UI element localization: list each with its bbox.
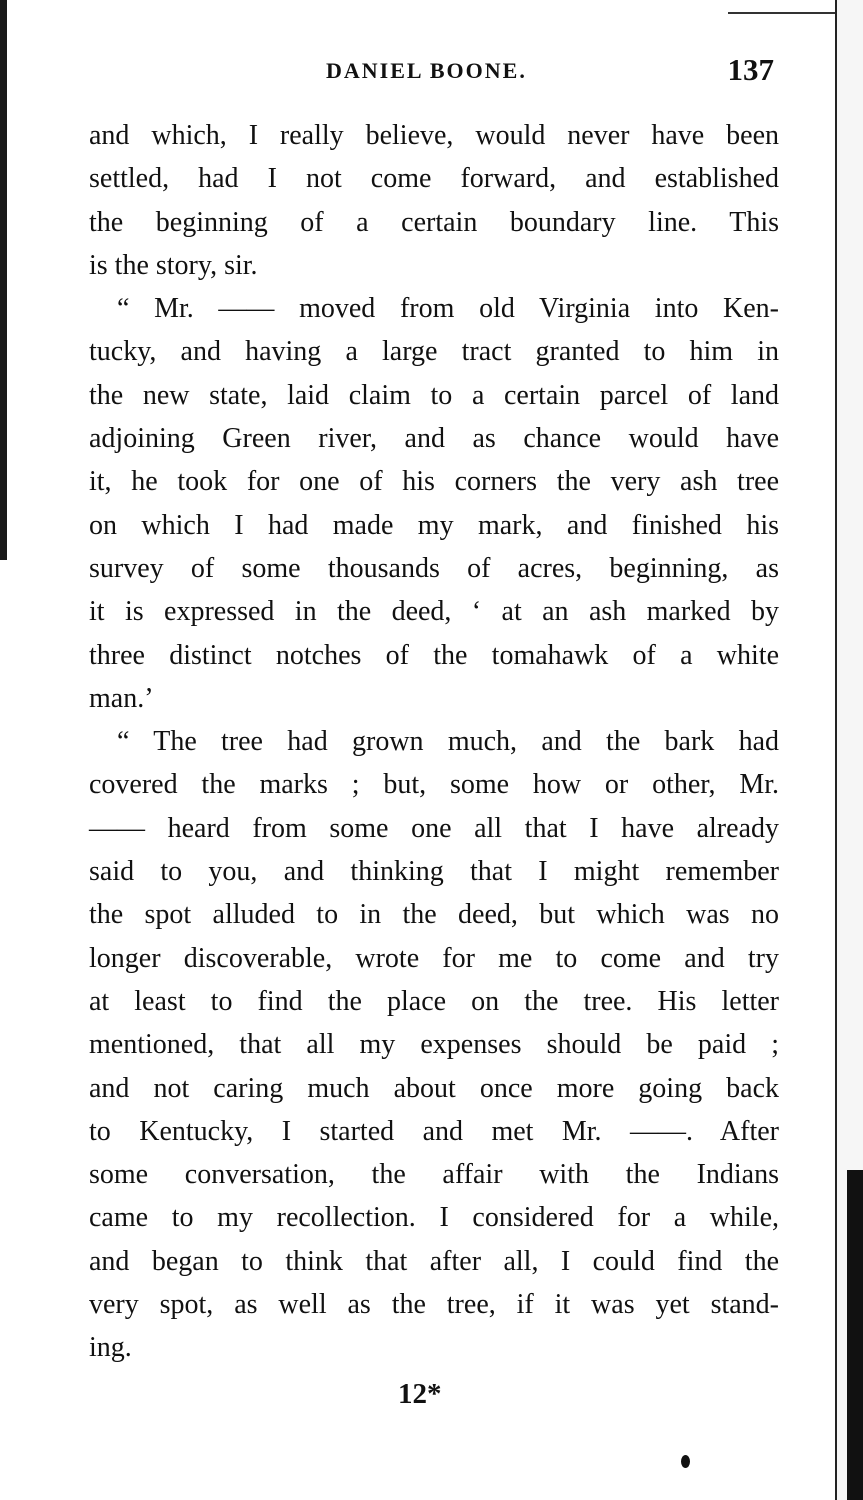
text-line: the beginning of a certain boundary line. This (89, 206, 779, 238)
text-line: it is expressed in the deed, ‘ at an ash marked by (89, 596, 779, 628)
text-line: on which I had made my mark, and finished his (89, 509, 779, 541)
text-line: came to my recollection. I considered for a while, (89, 1202, 779, 1234)
text-line: longer discoverable, wrote for me to come and try (89, 942, 779, 974)
text-line: man.’ (89, 682, 154, 714)
text-line: “ The tree had grown much, and the bark had (117, 726, 779, 758)
text-line: the spot alluded to in the deed, but which was no (89, 899, 779, 931)
text-line: mentioned, that all my expenses should be paid ; (89, 1029, 779, 1061)
page-edge-left (0, 0, 7, 560)
text-line: and began to think that after all, I could find the (89, 1245, 779, 1277)
page-edge-shadow (847, 1170, 863, 1500)
body-text (89, 114, 779, 1370)
running-title: DANIEL BOONE. (326, 58, 527, 83)
text-line: —— heard from some one all that I have already (89, 812, 779, 844)
text-line: to Kentucky, I started and met Mr. ——. After (89, 1115, 779, 1147)
ink-spot (681, 1455, 690, 1468)
text-line: is the story, sir. (89, 249, 258, 281)
text-line: and which, I really believe, would never have been (89, 120, 779, 151)
text-line: and not caring much about once more going back (89, 1072, 779, 1104)
text-line: some conversation, the affair with the Indians (89, 1159, 779, 1191)
text-line: the new state, laid claim to a certain parcel of land (89, 379, 779, 411)
text-line: adjoining Green river, and as chance would have (89, 423, 779, 455)
text-line: at least to find the place on the tree. His letter (89, 985, 779, 1017)
text-line: very spot, as well as the tree, if it was yet stand- (89, 1289, 779, 1321)
text-line: settled, had I not come forward, and established (89, 163, 779, 195)
text-line: tucky, and having a large tract granted to him in (89, 336, 779, 368)
running-head (90, 52, 780, 92)
text-line: survey of some thousands of acres, beginning, as (89, 552, 779, 584)
page-number: 137 (727, 52, 774, 87)
text-line: ing. (89, 1332, 132, 1364)
signature-mark: 12* (398, 1378, 442, 1410)
text-line: “ Mr. —— moved from old Virginia into Ken- (117, 293, 779, 325)
text-line: it, he took for one of his corners the very ash tree (89, 466, 779, 498)
text-line: said to you, and thinking that I might remember (89, 856, 779, 888)
text-line: covered the marks ; but, some how or other, Mr. (89, 769, 779, 801)
text-line: three distinct notches of the tomahawk of a white (89, 639, 779, 671)
